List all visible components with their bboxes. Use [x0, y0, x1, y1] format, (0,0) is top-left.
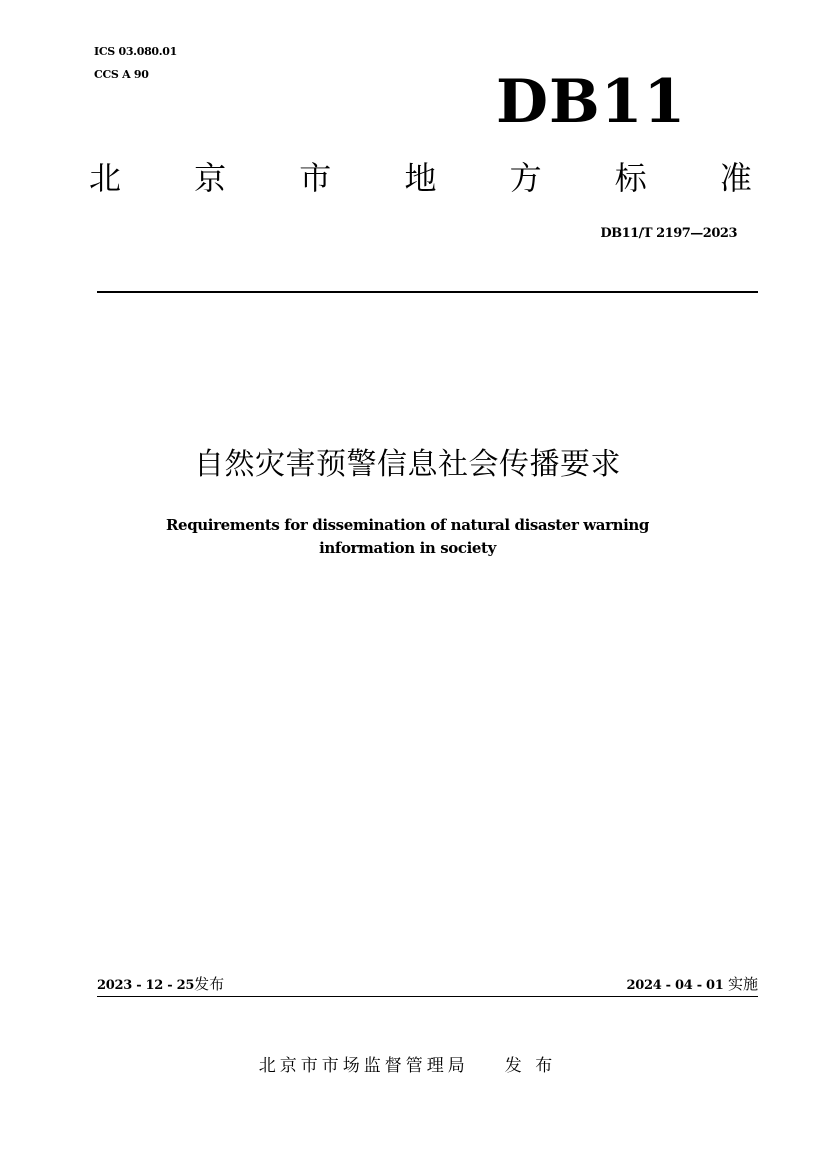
publisher-name: 北京市市场监督管理局	[258, 1056, 469, 1076]
classification-char: 地	[404, 159, 437, 197]
release-label: 发布	[194, 975, 225, 993]
bottom-divider	[97, 996, 758, 997]
release-date-block	[97, 974, 224, 996]
classification-char: 标	[614, 159, 647, 197]
english-title-line: Requirements for dissemination of natural disaster warning	[165, 516, 650, 534]
english-title-line: information in society	[319, 539, 496, 557]
top-divider	[97, 291, 758, 293]
classification-char: 北	[88, 159, 121, 197]
implement-date: 2024 - 04 - 01	[626, 978, 724, 993]
classification-char: 市	[299, 159, 332, 197]
classification-char: 方	[509, 159, 542, 197]
implement-label: 实施	[727, 975, 758, 993]
ics-code: ICS 03.080.01	[94, 45, 178, 58]
ccs-code: CCS A 90	[94, 68, 149, 81]
classification-char: 京	[194, 159, 227, 197]
date-row	[97, 974, 758, 996]
standard-classification	[88, 158, 753, 198]
document-title-english	[120, 514, 695, 560]
classification-char: 准	[719, 159, 752, 197]
standard-number: DB11/T 2197—2023	[600, 226, 737, 241]
document-title-chinese: 自然灾害预警信息社会传播要求	[194, 447, 621, 482]
db-logo: DB11	[496, 67, 687, 137]
classification-codes	[94, 40, 177, 86]
implement-date-block	[626, 974, 758, 996]
release-date: 2023 - 12 - 25	[97, 978, 195, 993]
publish-label: 发 布	[504, 1056, 557, 1076]
publisher-line	[0, 1054, 815, 1078]
